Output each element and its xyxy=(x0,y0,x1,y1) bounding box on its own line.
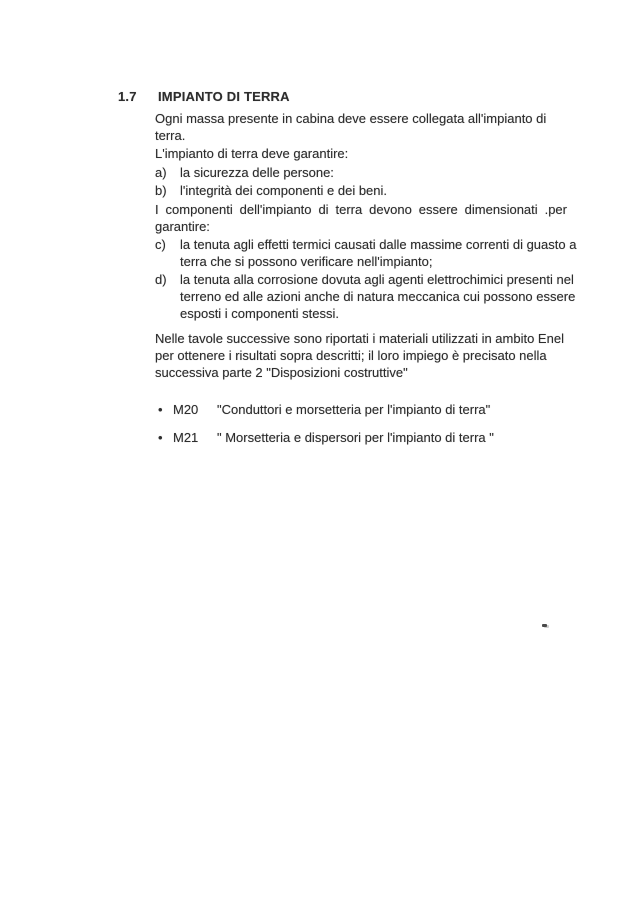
list-item xyxy=(155,164,570,181)
ink-speck xyxy=(542,624,547,627)
bullet-item xyxy=(155,401,570,418)
list-item-line: terreno ed alle azioni anche di natura meccanica cui possono essere xyxy=(180,289,576,304)
list-item-line: la tenuta agli effetti termici causati dalle massime correnti di guasto a xyxy=(180,237,577,252)
paragraph-line: successiva parte 2 "Disposizioni costruttive" xyxy=(155,365,408,380)
paragraph-line: L'impianto di terra deve garantire: xyxy=(155,146,349,161)
list-item-line: la tenuta alla corrosione dovuta agli agenti elettrochimici presenti nel xyxy=(180,272,574,287)
paragraph-line: I componenti dell'impianto di terra devono essere dimensionati .per xyxy=(155,202,567,217)
list-item-text xyxy=(180,236,576,270)
bullet-item xyxy=(155,429,570,446)
paragraph-line: garantire: xyxy=(155,219,210,234)
list-item-text: la sicurezza delle persone: xyxy=(180,165,334,180)
list-marker: a) xyxy=(155,165,167,180)
bullet-icon: • xyxy=(158,430,163,445)
list-marker: b) xyxy=(155,183,167,198)
material-description: " Morsetteria e dispersori per l'impianto di terra " xyxy=(217,430,494,445)
list-item xyxy=(155,182,570,199)
section-number: 1.7 xyxy=(118,89,137,104)
material-code: M20 xyxy=(173,402,199,417)
bullet-icon: • xyxy=(158,402,163,417)
list-marker: d) xyxy=(155,272,167,287)
paragraph xyxy=(155,201,570,235)
section-body xyxy=(155,110,577,446)
list-item xyxy=(155,271,576,322)
list-item-text xyxy=(180,271,575,322)
list-item-line: esposti i componenti stessi. xyxy=(180,306,339,321)
section-title: IMPIANTO DI TERRA xyxy=(158,89,290,104)
paragraph xyxy=(155,145,570,162)
paragraph xyxy=(155,330,570,381)
text-block xyxy=(118,88,578,446)
paragraph-line: Nelle tavole successive sono riportati i materiali utilizzati in ambito Enel xyxy=(155,331,564,346)
list-item-text: l'integrità dei componenti e dei beni. xyxy=(180,183,388,198)
paragraph-line: per ottenere i risultati sopra descritti; il loro impiego è precisato nella xyxy=(155,348,547,363)
section-heading xyxy=(118,88,578,105)
list-item-line: terra che si possono verificare nell'impianto; xyxy=(180,254,433,269)
paragraph-line: terra. xyxy=(155,128,186,143)
material-code: M21 xyxy=(173,430,199,445)
list-item xyxy=(155,236,577,270)
list-marker: c) xyxy=(155,237,166,252)
paragraph-line: Ogni massa presente in cabina deve essere collegata all'impianto di xyxy=(155,111,547,126)
material-description: "Conduttori e morsetteria per l'impianto di terra" xyxy=(217,402,491,417)
paragraph xyxy=(155,110,570,144)
